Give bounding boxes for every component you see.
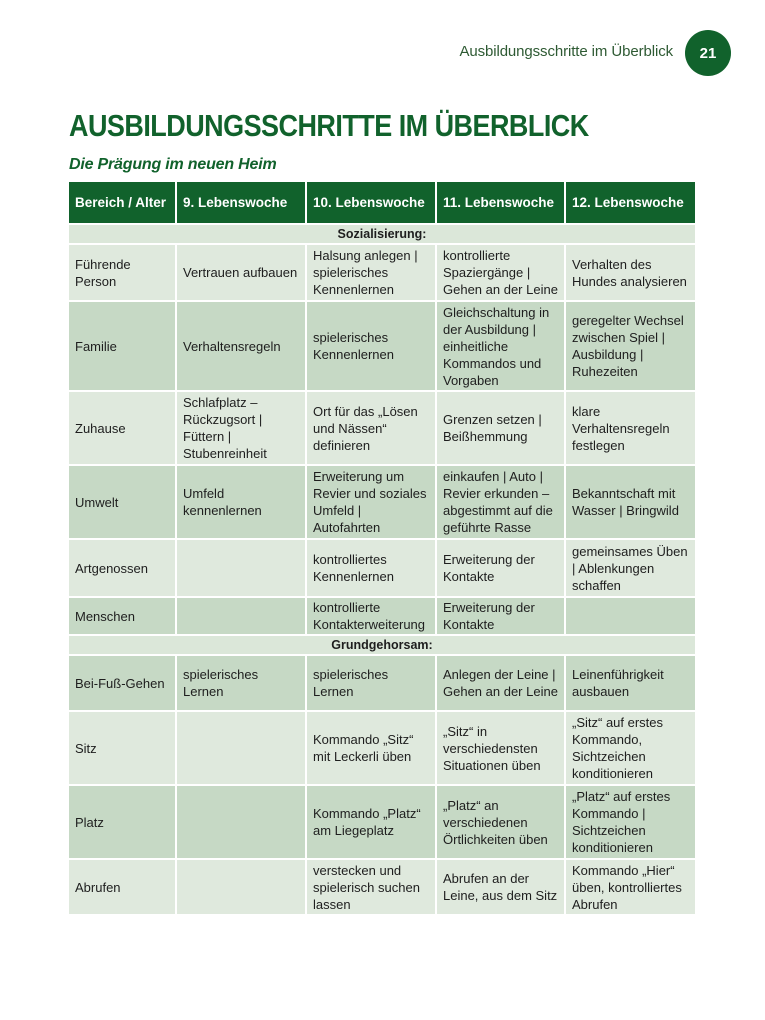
table-row <box>69 655 695 711</box>
cell-week-9 <box>176 539 306 597</box>
cell-week-12: „Platz“ auf erstes Kommando | Sichtzeichen konditionieren <box>565 785 695 859</box>
header-area: Bereich / Alter <box>69 181 176 224</box>
cell-week-11: Grenzen setzen | Beißhemmung <box>436 391 565 465</box>
cell-area: Abrufen <box>69 859 176 915</box>
cell-week-10: Ort für das „Lösen und Nässen“ definieren <box>306 391 436 465</box>
cell-area: Bei-Fuß-Gehen <box>69 655 176 711</box>
cell-week-11: Gleichschaltung in der Ausbildung | einheitliche Kommandos und Vorgaben <box>436 301 565 391</box>
page-number-badge: 21 <box>685 30 731 76</box>
table-subtitle: Die Prägung im neuen Heim <box>69 156 277 173</box>
cell-week-10: Erweiterung um Revier und soziales Umfeld | Autofahrten <box>306 465 436 539</box>
cell-week-12: geregelter Wechsel zwischen Spiel | Ausbildung | Ruhezeiten <box>565 301 695 391</box>
header-week-9: 9. Lebenswoche <box>176 181 306 224</box>
table-row <box>69 859 695 915</box>
cell-week-9 <box>176 785 306 859</box>
cell-week-10: verstecken und spielerisch suchen lassen <box>306 859 436 915</box>
cell-area: Familie <box>69 301 176 391</box>
cell-week-9 <box>176 711 306 785</box>
cell-week-10: Kommando „Sitz“ mit Leckerli üben <box>306 711 436 785</box>
table-row <box>69 465 695 539</box>
cell-week-9: Umfeld kennenlernen <box>176 465 306 539</box>
section-label: Grundgehorsam: <box>69 635 695 655</box>
page-title: AUSBILDUNGSSCHRITTE IM ÜBERBLICK <box>69 108 589 143</box>
cell-area: Sitz <box>69 711 176 785</box>
cell-week-12: Kommando „Hier“ üben, kontrolliertes Abrufen <box>565 859 695 915</box>
cell-week-10: kontrolliertes Kennenlernen <box>306 539 436 597</box>
cell-week-11: Erweiterung der Kontakte <box>436 539 565 597</box>
table-row <box>69 539 695 597</box>
cell-week-12: „Sitz“ auf erstes Kommando, Sichtzeichen konditionieren <box>565 711 695 785</box>
cell-week-10: Halsung anlegen | spielerisches Kennenlernen <box>306 244 436 301</box>
cell-area: Platz <box>69 785 176 859</box>
cell-week-10: kontrollierte Kontakterweiterung <box>306 597 436 635</box>
table-row <box>69 301 695 391</box>
cell-week-12 <box>565 597 695 635</box>
table-row <box>69 391 695 465</box>
cell-week-11: Anlegen der Leine | Gehen an der Leine <box>436 655 565 711</box>
running-header: Ausbildungsschritte im Überblick <box>459 43 673 60</box>
cell-week-12: Verhalten des Hundes analysieren <box>565 244 695 301</box>
cell-area: Artgenossen <box>69 539 176 597</box>
cell-week-11: einkaufen | Auto | Revier erkunden – abgestimmt auf die geführte Rasse <box>436 465 565 539</box>
table-row <box>69 597 695 635</box>
cell-week-12: gemeinsames Üben | Ablenkungen schaffen <box>565 539 695 597</box>
cell-week-9 <box>176 597 306 635</box>
cell-area: Führende Person <box>69 244 176 301</box>
cell-week-12: Bekanntschaft mit Wasser | Bringwild <box>565 465 695 539</box>
cell-week-11: „Platz“ an verschiedenen Örtlichkeiten üben <box>436 785 565 859</box>
cell-week-11: Erweiterung der Kontakte <box>436 597 565 635</box>
cell-week-12: klare Verhaltensregeln festlegen <box>565 391 695 465</box>
cell-week-9: Schlafplatz – Rückzugsort | Füttern | Stubenreinheit <box>176 391 306 465</box>
cell-week-11: kontrollierte Spaziergänge | Gehen an der Leine <box>436 244 565 301</box>
cell-area: Umwelt <box>69 465 176 539</box>
cell-week-9: Vertrauen aufbauen <box>176 244 306 301</box>
cell-week-9: spielerisches Lernen <box>176 655 306 711</box>
cell-week-12: Leinenführigkeit ausbauen <box>565 655 695 711</box>
cell-area: Menschen <box>69 597 176 635</box>
training-steps-table <box>69 180 695 916</box>
cell-week-10: spielerisches Lernen <box>306 655 436 711</box>
section-row-grundgehorsam <box>69 635 695 655</box>
table-row <box>69 785 695 859</box>
table-row <box>69 244 695 301</box>
table-row <box>69 711 695 785</box>
cell-week-10: Kommando „Platz“ am Liegeplatz <box>306 785 436 859</box>
cell-week-11: Abrufen an der Leine, aus dem Sitz <box>436 859 565 915</box>
cell-area: Zuhause <box>69 391 176 465</box>
header-week-12: 12. Lebenswoche <box>565 181 695 224</box>
header-week-11: 11. Lebenswoche <box>436 181 565 224</box>
cell-week-9 <box>176 859 306 915</box>
section-label: Sozialisierung: <box>69 224 695 244</box>
table-header-row <box>69 181 695 224</box>
cell-week-10: spielerisches Kennenlernen <box>306 301 436 391</box>
cell-week-9: Verhaltensregeln <box>176 301 306 391</box>
cell-week-11: „Sitz“ in verschiedensten Situationen üben <box>436 711 565 785</box>
header-week-10: 10. Lebenswoche <box>306 181 436 224</box>
section-row-sozialisierung <box>69 224 695 244</box>
